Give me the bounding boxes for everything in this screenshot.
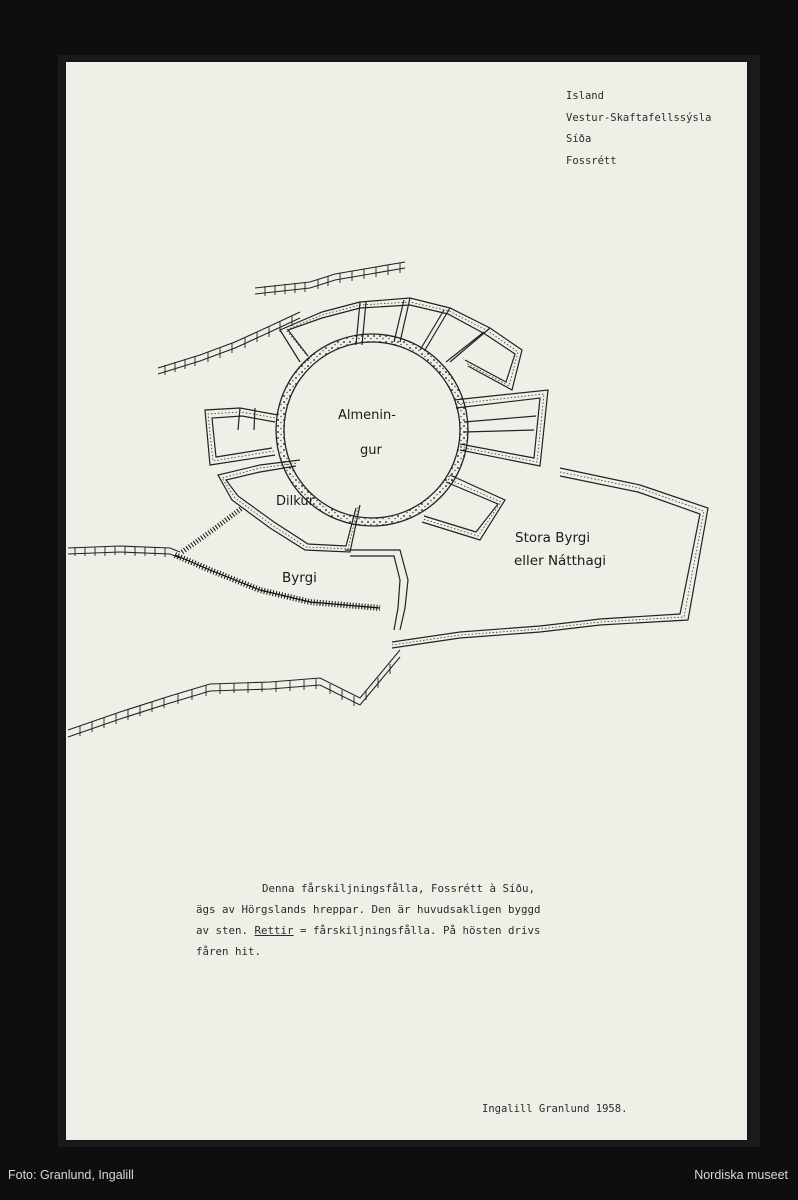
label-stora-byrgi-2: eller Nátthagi — [514, 553, 607, 569]
caption-line-1: Denna fårskiljningsfålla, Fossrétt à Síðu, — [262, 882, 536, 895]
caption-line-3 — [196, 920, 626, 941]
label-almenningur-2: gur — [360, 443, 382, 458]
location-country: Island — [566, 90, 604, 102]
museum-name: Nordiska museet — [694, 1168, 788, 1182]
label-stora-byrgi-1: Stora Byrgi — [515, 530, 591, 546]
sheepfold-drawing — [60, 250, 740, 750]
location-district: Síða — [566, 133, 592, 145]
caption-line-3a: av sten. — [196, 924, 255, 937]
location-site: Fossrétt — [566, 154, 617, 167]
location-county: Vestur-Skaftafellssýsla — [566, 111, 712, 124]
signature: Ingalill Granlund 1958. — [482, 1103, 628, 1115]
byrgi-wall — [175, 555, 380, 608]
caption-line-4: fåren hit. — [196, 945, 262, 958]
caption-line-3b: = fårskiljningsfålla. På hösten drivs — [293, 924, 541, 937]
label-dilkur: Dilkur — [276, 494, 314, 509]
caption-term-rettir: Rettir — [254, 924, 294, 937]
photo-credit: Foto: Granlund, Ingalill — [8, 1168, 134, 1182]
caption-line-2: ägs av Hörgslands hreppar. Den är huvudsakligen byggd — [196, 903, 541, 916]
location-header — [566, 86, 711, 172]
caption — [196, 878, 626, 962]
label-almenningur-1: Almenin- — [338, 408, 396, 423]
label-byrgi: Byrgi — [282, 570, 317, 586]
